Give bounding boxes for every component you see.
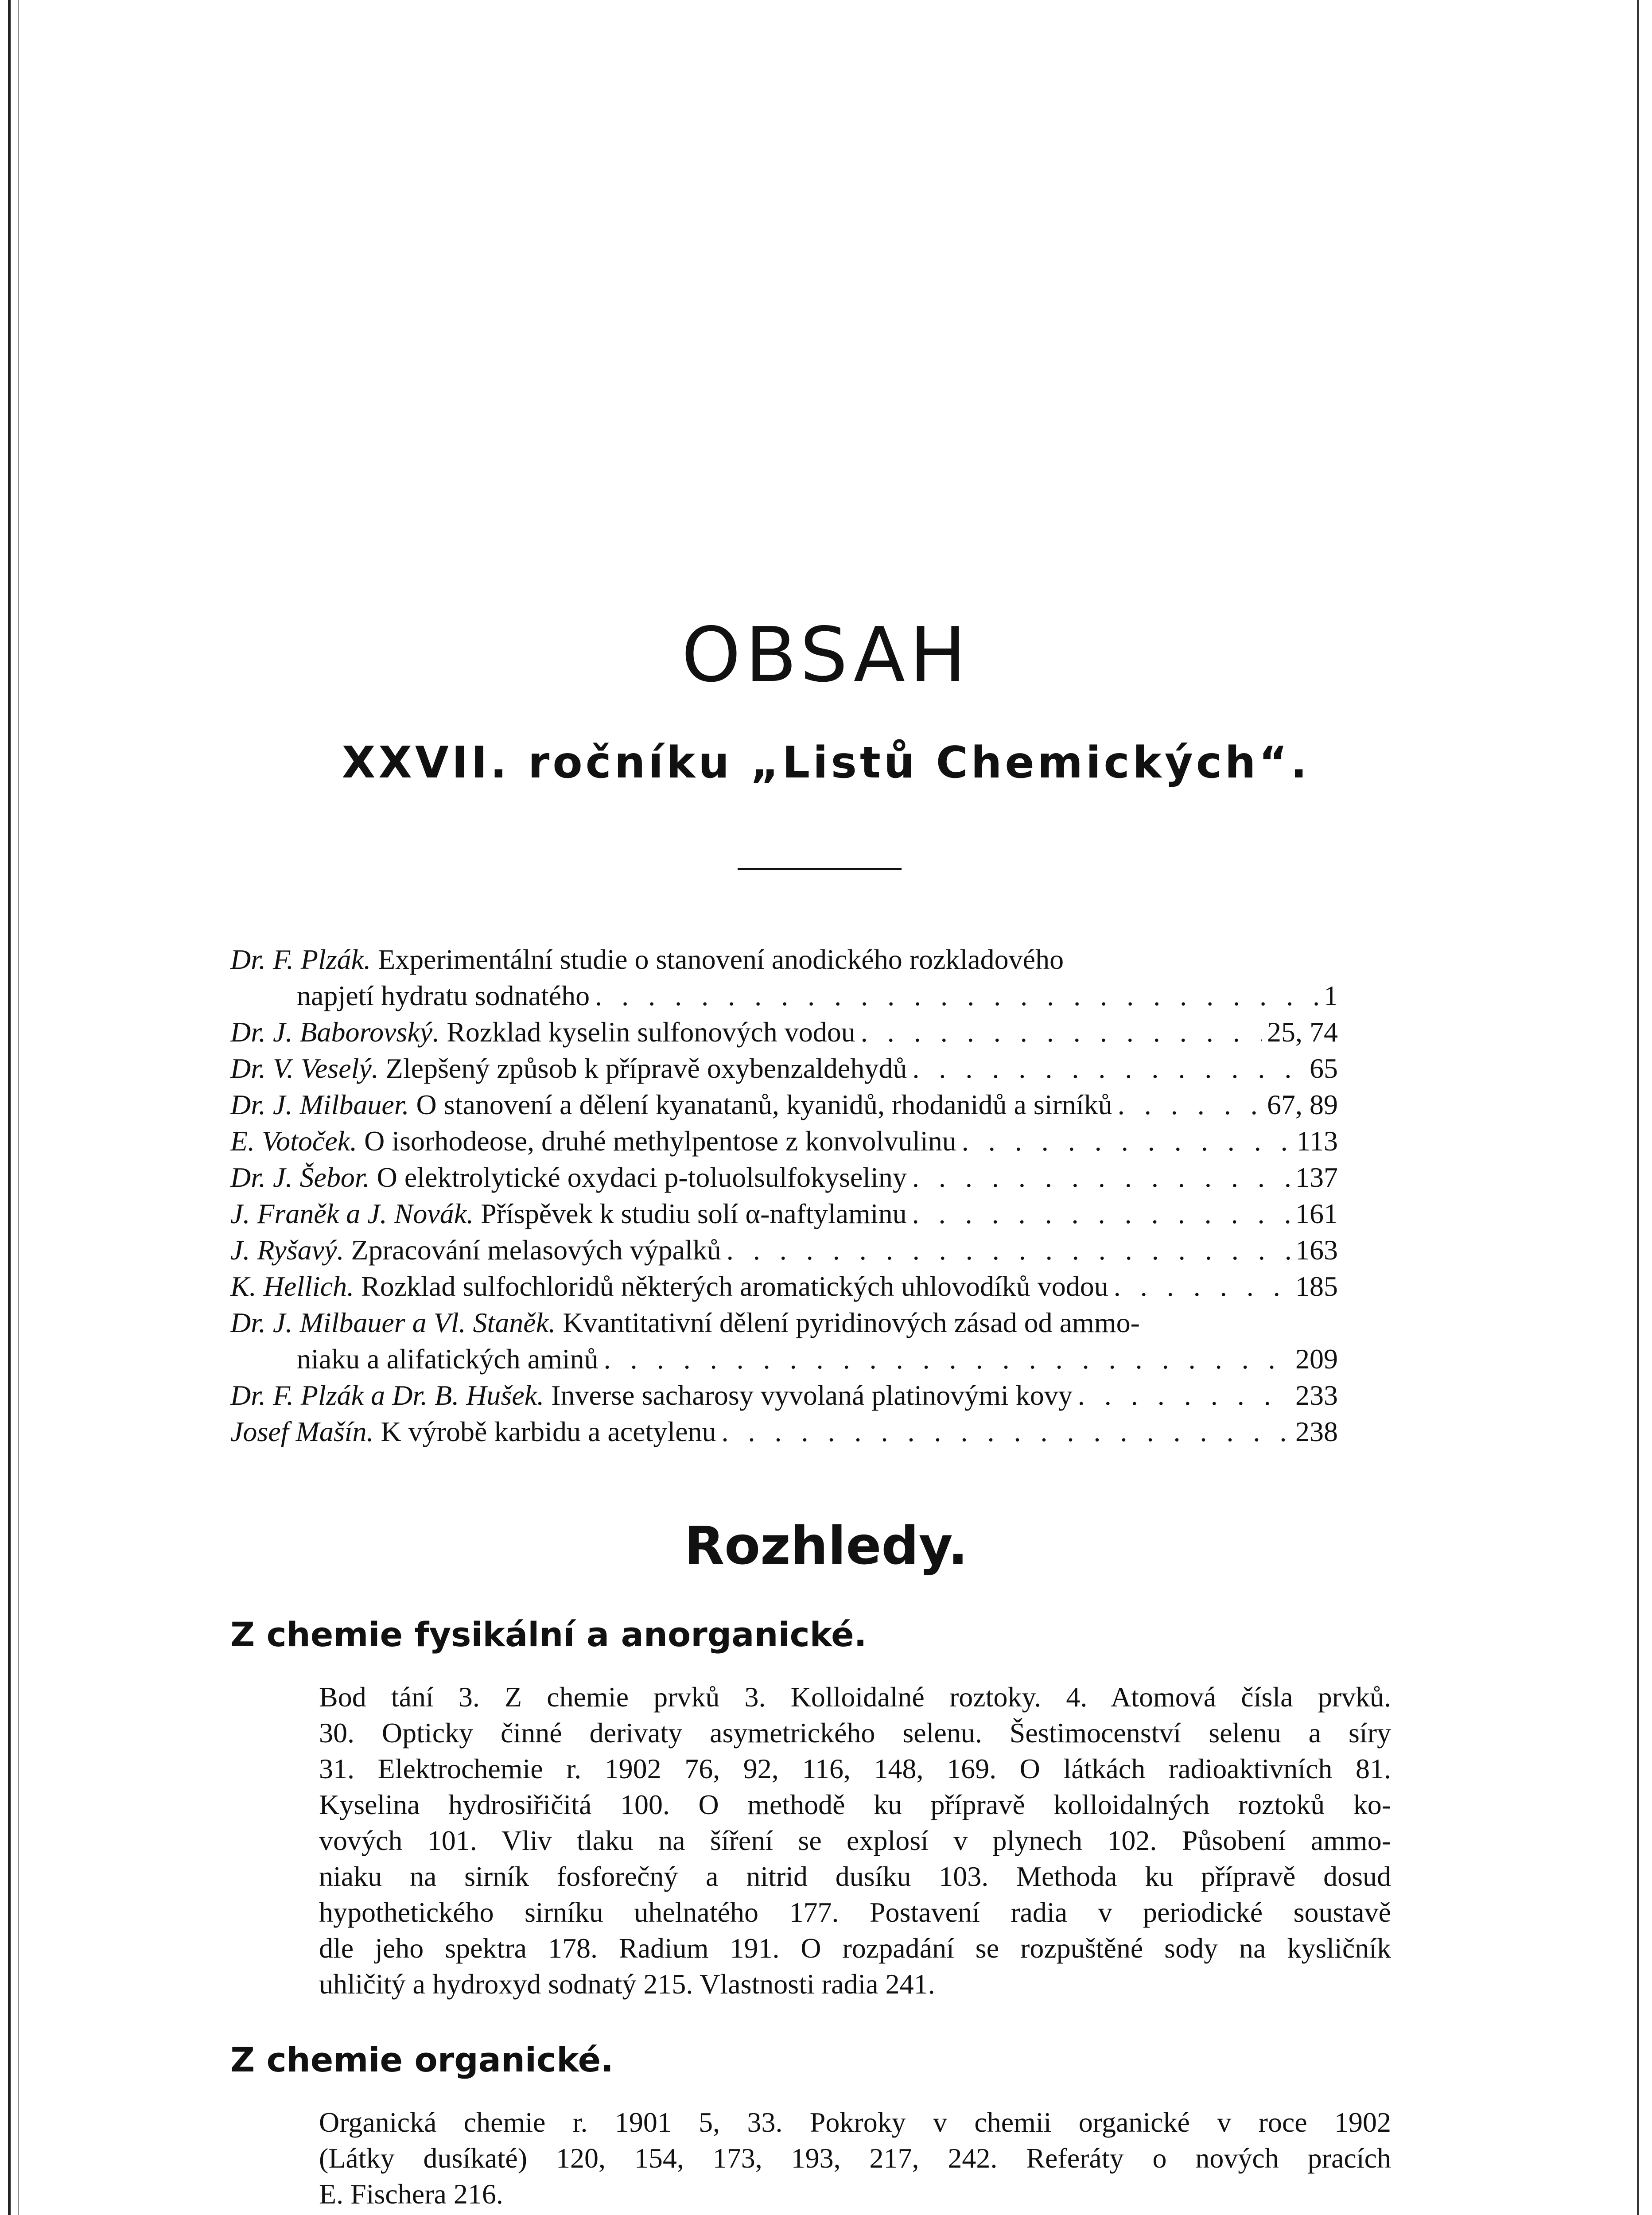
toc-entry-page: 25, 74 xyxy=(1267,1016,1338,1048)
toc-entry-page: 161 xyxy=(1295,1198,1338,1229)
paragraph-line: uhličitý a hydroxyd sodnatý 215. Vlastnosti radia 241. xyxy=(319,1968,935,2000)
subsection-body-physical-inorganic xyxy=(319,1679,1391,2002)
toc-entry-title: O stanovení a dělení kyanatanů, kyanidů, rhodanidů a sirníků xyxy=(416,1089,1112,1120)
toc-entry xyxy=(230,1196,1338,1232)
toc-entry-page: 113 xyxy=(1296,1125,1338,1157)
toc-entry xyxy=(230,941,1338,978)
toc-entry-author: J. Ryšavý. xyxy=(230,1234,344,1266)
toc-dot-leader xyxy=(1114,1268,1290,1305)
toc-entry xyxy=(230,1087,1338,1123)
toc-entry-title: niaku a alifatických aminů xyxy=(297,1343,599,1375)
toc-dot-leader xyxy=(962,1123,1291,1159)
toc-entry xyxy=(230,1050,1338,1087)
page-edge-line xyxy=(8,0,11,2215)
toc-entry-page: 238 xyxy=(1295,1416,1338,1447)
toc-entry-author: Dr. F. Plzák a Dr. B. Hušek. xyxy=(230,1380,544,1411)
title-divider xyxy=(738,868,902,870)
page-title: OBSAH xyxy=(681,611,971,699)
toc-entry-author: Dr. V. Veselý. xyxy=(230,1053,379,1084)
toc-entry-title: Rozklad sulfochloridů některých aromatických uhlovodíků vodou xyxy=(361,1271,1108,1302)
toc-entry-page: 233 xyxy=(1295,1380,1338,1411)
subsection-heading-physical-inorganic: Z chemie fysikální a anorganické. xyxy=(230,1615,867,1654)
page-subtitle: XXVII. ročníku „Listů Chemických“. xyxy=(342,738,1310,788)
toc-entry xyxy=(230,1159,1338,1196)
paragraph-line: 30. Opticky činné derivaty asymetrického selenu. Šestimocenství selenu a síry xyxy=(319,1717,1391,1749)
subsection-body-organic xyxy=(319,2104,1391,2212)
toc-dot-leader xyxy=(727,1232,1290,1268)
toc-entry-page: 185 xyxy=(1295,1271,1338,1302)
toc-dot-leader xyxy=(912,1159,1290,1196)
toc-entry xyxy=(230,978,1338,1014)
toc-dot-leader xyxy=(1118,1087,1262,1123)
toc-entry xyxy=(230,1377,1338,1414)
toc-entry xyxy=(230,1123,1338,1159)
toc-entry-author: J. Franěk a J. Novák. xyxy=(230,1198,474,1229)
toc-dot-leader xyxy=(595,978,1318,1014)
toc-entry-author: E. Votoček. xyxy=(230,1125,358,1157)
toc-entry-page: 65 xyxy=(1310,1053,1338,1084)
toc-dot-leader xyxy=(912,1196,1290,1232)
toc-entry-title: Zlepšený způsob k přípravě oxybenzaldehydů xyxy=(385,1053,907,1084)
toc-entry-title: Příspěvek k studiu solí α-naftylaminu xyxy=(481,1198,907,1229)
toc-entry-page: 1 xyxy=(1324,980,1338,1011)
toc-entry-author: Dr. J. Milbauer. xyxy=(230,1089,409,1120)
section-heading: Rozhledy. xyxy=(684,1515,968,1576)
paragraph-line: E. Fischera 216. xyxy=(319,2178,503,2210)
toc-entry-title: napjetí hydratu sodnatého xyxy=(297,980,590,1011)
paragraph-line: dle jeho spektra 178. Radium 191. O rozpadání se rozpuštěné sody na kysličník xyxy=(319,1932,1391,1964)
toc-entry-page: 137 xyxy=(1295,1162,1338,1193)
toc-dot-leader xyxy=(722,1414,1290,1450)
toc-entry-page: 163 xyxy=(1295,1234,1338,1266)
paragraph-line: vových 101. Vliv tlaku na šíření se explosí v plynech 102. Působení ammo- xyxy=(319,1825,1391,1856)
toc-entry xyxy=(230,1268,1338,1305)
toc-entry-page: 67, 89 xyxy=(1267,1089,1338,1120)
toc-entry-title: Kvantitativní dělení pyridinových zásad od ammo- xyxy=(563,1307,1140,1338)
toc-dot-leader xyxy=(1078,1377,1290,1414)
paragraph-line: 31. Elektrochemie r. 1902 76, 92, 116, 148, 169. O látkách radioaktivních 81. xyxy=(319,1753,1391,1784)
toc-entry xyxy=(230,1414,1338,1450)
toc-entry xyxy=(230,1305,1338,1341)
table-of-contents xyxy=(230,941,1338,1450)
toc-entry-title: K výrobě karbidu a acetylenu xyxy=(381,1416,716,1447)
toc-entry-title: O elektrolytické oxydaci p-toluolsulfokyseliny xyxy=(377,1162,907,1193)
toc-dot-leader xyxy=(912,1050,1304,1087)
paragraph-line: hypothetického sirníku uhelnatého 177. Postavení radia v periodické soustavě xyxy=(319,1896,1391,1928)
paragraph-line: (Látky dusíkaté) 120, 154, 173, 193, 217, 242. Referáty o nových pracích xyxy=(319,2142,1391,2174)
toc-entry xyxy=(230,1341,1338,1377)
toc-entry-title: Rozklad kyselin sulfonových vodou xyxy=(447,1016,855,1048)
toc-entry-title: Experimentální studie o stanovení anodického rozkladového xyxy=(378,944,1064,975)
paragraph-line: niaku na sirník fosforečný a nitrid dusíku 103. Methoda ku přípravě dosud xyxy=(319,1861,1391,1892)
toc-entry-author: Dr. J. Šebor. xyxy=(230,1162,370,1193)
toc-entry-author: Dr. J. Milbauer a Vl. Staněk. xyxy=(230,1307,556,1338)
subsection-heading-organic: Z chemie organické. xyxy=(230,2040,614,2079)
paragraph-line: Bod tání 3. Z chemie prvků 3. Kolloidalné roztoky. 4. Atomová čísla prvků. xyxy=(319,1681,1391,1713)
page-right-edge xyxy=(1637,0,1639,2215)
paragraph-line: Organická chemie r. 1901 5, 33. Pokroky v chemii organické v roce 1902 xyxy=(319,2106,1391,2138)
toc-entry-author: Dr. J. Baborovský. xyxy=(230,1016,440,1048)
toc-entry-author: K. Hellich. xyxy=(230,1271,354,1302)
page-edge-line-secondary xyxy=(18,0,19,2215)
toc-dot-leader xyxy=(604,1341,1290,1377)
toc-dot-leader xyxy=(861,1014,1262,1050)
toc-entry-author: Dr. F. Plzák. xyxy=(230,944,371,975)
toc-entry xyxy=(230,1232,1338,1268)
toc-entry-title: Inverse sacharosy vyvolaná platinovými kovy xyxy=(551,1380,1073,1411)
paragraph-line: Kyselina hydrosiřičitá 100. O methodě ku přípravě kolloidalných roztoků ko- xyxy=(319,1789,1391,1820)
toc-entry xyxy=(230,1014,1338,1050)
toc-entry-title: Zpracování melasových výpalků xyxy=(351,1234,721,1266)
toc-entry-title: O isorhodeose, druhé methylpentose z konvolvulinu xyxy=(364,1125,956,1157)
toc-entry-author: Josef Mašín. xyxy=(230,1416,374,1447)
toc-entry-page: 209 xyxy=(1295,1343,1338,1375)
